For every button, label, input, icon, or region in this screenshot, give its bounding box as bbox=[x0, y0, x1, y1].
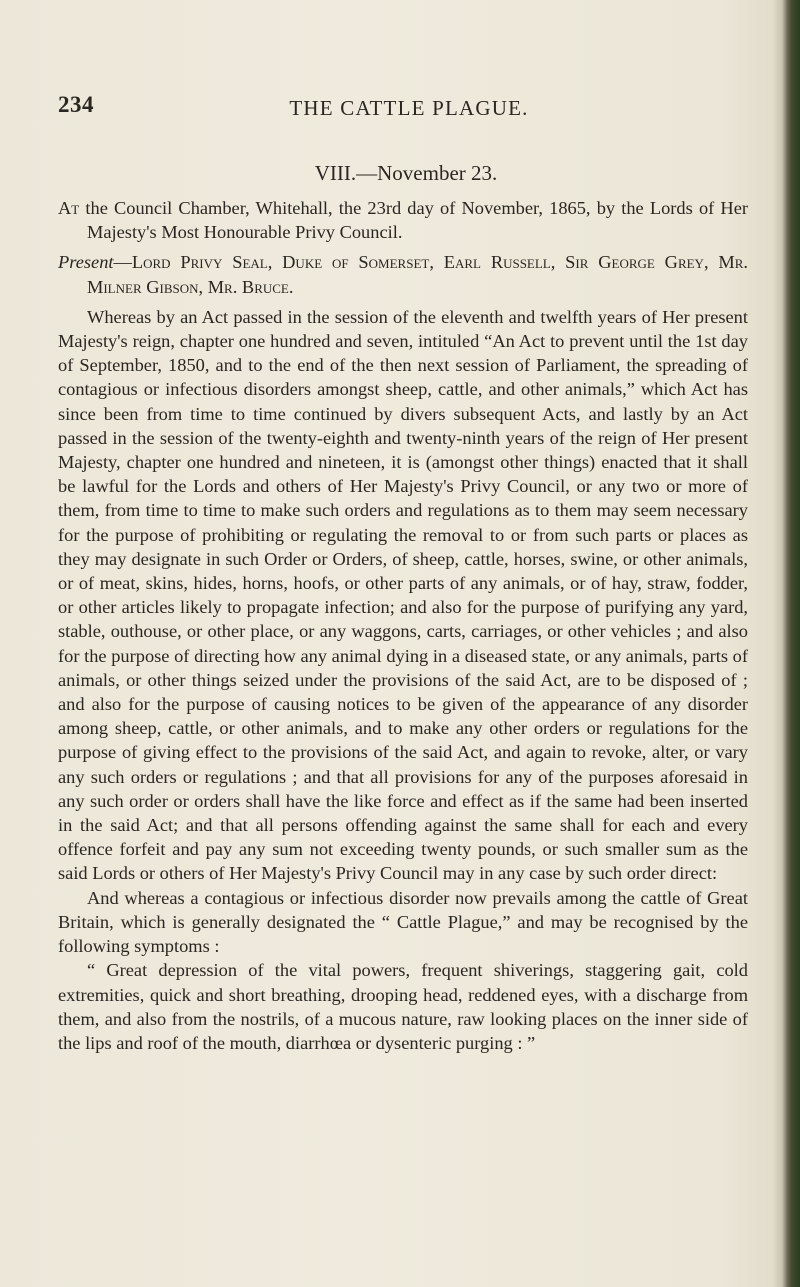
present-names: —Lord Privy Seal, Duke of Somerset, Earl Russell, Sir George Grey, Mr. Milner Gibson, Mr. Bruce. bbox=[87, 252, 748, 297]
body-text bbox=[58, 196, 748, 1055]
opening-paragraph bbox=[58, 196, 748, 244]
book-binding-edge bbox=[782, 0, 800, 1287]
opening-rest: the Council Chamber, Whitehall, the 23rd day of November, 1865, by the Lords of Her Majesty's Most Honourable Privy Council. bbox=[79, 198, 748, 243]
and-whereas-paragraph: And whereas a contagious or infectious disorder now prevails among the cattle of Great Britain, which is generally designated the “ Cattle Plague,” and may be recognised by the following symptoms : bbox=[58, 887, 748, 957]
running-title: THE CATTLE PLAGUE. bbox=[289, 96, 529, 120]
page-number: 234 bbox=[58, 92, 94, 117]
opening-first-word: At bbox=[58, 198, 80, 218]
section-heading: VIII.—November 23. bbox=[314, 161, 498, 185]
symptoms-quote-paragraph: “ Great depression of the vital powers, frequent shiverings, staggering gait, cold extremities, quick and short breathing, drooping head, reddened eyes, with a discharge from them, and also from the nostrils, of a mucous nature, raw looking places on the inner side of the lips and roof of the mouth, diarrhœa or dysenteric purging : ” bbox=[58, 960, 748, 1053]
present-paragraph bbox=[58, 250, 748, 298]
whereas-paragraph: Whereas by an Act passed in the session of the eleventh and twelfth years of Her present Majesty's reign, chapter one hundred and seven, intituled “An Act to prevent until the 1st day of September, 1850, and to the end of the then next session of Parliament, the spreading of contagious or infectious disorders amongst sheep, cattle, and other animals,” which Act has since been from time to time continued by divers subsequent Acts, and lastly by an Act passed in the session of the twenty-eighth and twenty-ninth years of the reign of Her present Majesty, chapter one hundred and nineteen, it is (amongst other things) enacted that it shall be lawful for the Lords and others of Her Majesty's Privy Council, or any two or more of them, from time to time to make such orders and regulations as to them may seem necessary for the purpose of prohibiting or regulating the removal to or from such parts or places as they may designate in such Order or Orders, of sheep, cattle, horses, swine, or other animals, or of meat, skins, hides, horns, hoofs, or other parts of any animals, or of hay, straw, fodder, or other articles likely to propagate infection; and also for the purpose of purifying any yard, stable, outhouse, or other place, or any waggons, carts, carriages, or other vehicles ; and also for the purpose of directing how any animal dying in a diseased state, or any animals, parts of animals, or other things seized under the provisions of the said Act, are to be disposed of ; and also for the purpose of causing notices to be given of the appearance of any disorder among sheep, cattle, or other animals, and to make any other orders or regulations for the purpose of giving effect to the provisions of the said Act, and again to revoke, alter, or vary any such orders or regulations ; and that all provisions for any of the purposes aforesaid in any such order or orders shall have the like force and effect as if the same had been inserted in the said Act; and that all persons offending against the same shall for each and every offence forfeit and pay any sum not exceeding twenty pounds, or such smaller sum as the said Lords or others of Her Majesty's Privy Council may in any case by such order direct: bbox=[58, 306, 748, 884]
binding-shadow bbox=[772, 0, 782, 1287]
present-label: Present bbox=[58, 252, 114, 273]
